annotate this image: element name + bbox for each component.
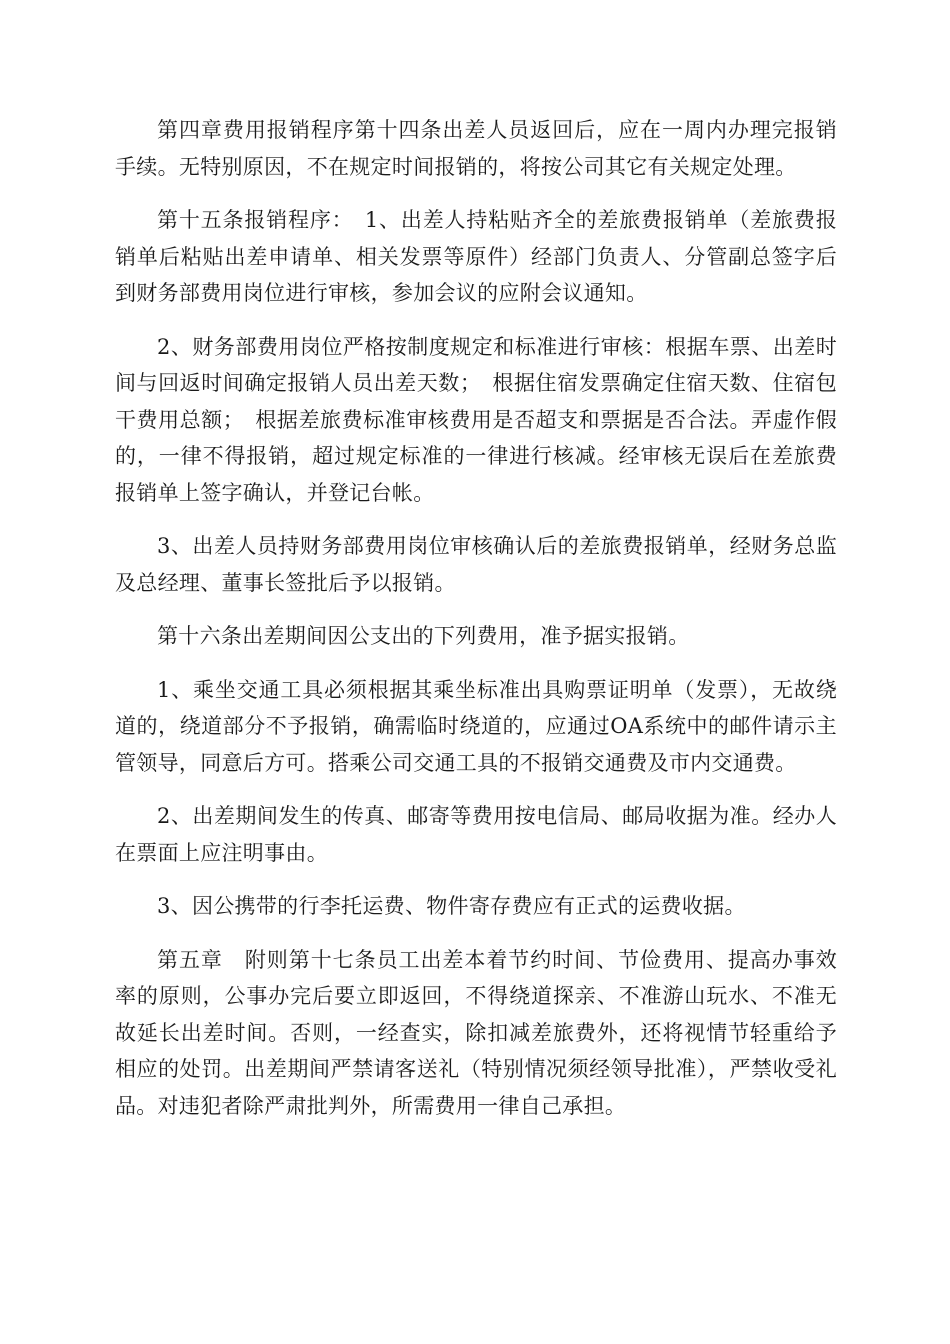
- paragraph-article16: 第十六条出差期间因公支出的下列费用，准予据实报销。: [157, 624, 690, 648]
- paragraph-chapter5-article17: 第五章 附则第十七条员工出差本着节约时间、节俭费用、提高办事效率的原则，公事办完后要立即返回，不得绕道探亲、不准游山玩水、不准无故延长出差时间。否则，一经查实，除扣减差旅费外，还将视情节轻重给予相应的处罚。出差期间严禁请客送礼（特别情况须经领导批准），严禁收受礼品。对违犯者除严肃批判外，所需费用一律自己承担。: [115, 947, 837, 1118]
- paragraph-chapter4-article14: 第四章费用报销程序第十四条出差人员返回后，应在一周内办理完报销手续。无特别原因，不在规定时间报销的，将按公司其它有关规定处理。: [115, 118, 837, 179]
- paragraph-article15-procedure: 第十五条报销程序： 1、出差人持粘贴齐全的差旅费报销单（差旅费报销单后粘贴出差申请单、相关发票等原件）经部门负责人、分管副总签字后到财务部费用岗位进行审核，参加会议的应附会议通知。: [115, 208, 837, 305]
- paragraph-fax-postage: 2、出差期间发生的传真、邮寄等费用按电信局、邮局收据为准。经办人在票面上应注明事由。: [115, 804, 837, 865]
- paragraph-transport: 1、乘坐交通工具必须根据其乘坐标准出具购票证明单（发票），无故绕道的，绕道部分不予报销，确需临时绕道的，应通过OA系统中的邮件请示主管领导，同意后方可。搭乘公司交通工具的不报销交通费及市内交通费。: [115, 677, 837, 775]
- paragraph-approval: 3、出差人员持财务部费用岗位审核确认后的差旅费报销单，经财务总监及总经理、董事长签批后予以报销。: [115, 534, 837, 595]
- paragraph-luggage: 3、因公携带的行李托运费、物件寄存费应有正式的运费收据。: [157, 894, 746, 918]
- document-body: [115, 112, 837, 1141]
- paragraph-finance-review: 2、财务部费用岗位严格按制度规定和标准进行审核：根据车票、出差时间与回返时间确定报销人员出差天数； 根据住宿发票确定住宿天数、住宿包干费用总额； 根据差旅费标准审核费用是否超支和票据是否合法。弄虚作假的，一律不得报销，超过规定标准的一律进行核减。经审核无误后在差旅费报销单上签字确认，并登记台帐。: [115, 334, 837, 505]
